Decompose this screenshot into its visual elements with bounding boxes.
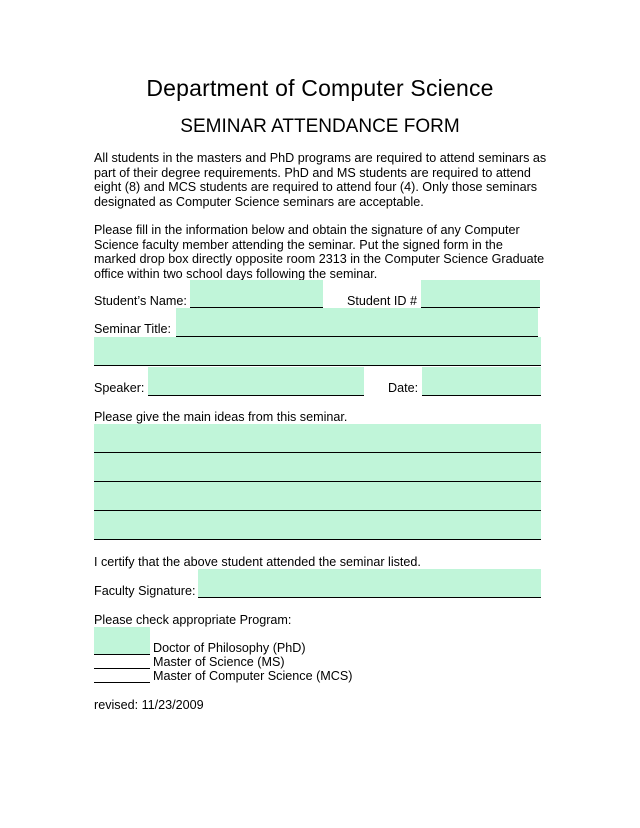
program-check-highlight: [94, 627, 150, 641]
main-ideas-line-1[interactable]: [94, 424, 541, 453]
student-name-label: Student’s Name:: [94, 294, 187, 308]
main-ideas-line-3[interactable]: [94, 482, 541, 511]
date-field[interactable]: [422, 367, 541, 396]
main-ideas-line-4[interactable]: [94, 511, 541, 540]
main-ideas-prompt: Please give the main ideas from this seminar.: [94, 410, 348, 424]
instructions-paragraph-1: [94, 151, 554, 209]
student-id-field[interactable]: [421, 280, 540, 308]
program-option-mcs-label: Master of Computer Science (MCS): [153, 669, 353, 683]
student-name-field[interactable]: [190, 280, 323, 308]
seminar-title-field[interactable]: [176, 308, 538, 337]
program-option-ms-label: Master of Science (MS): [153, 655, 285, 669]
instruction-line: part of their degree requirements. PhD and MS students are required to attend: [94, 165, 531, 180]
instruction-line: Please fill in the information below and obtain the signature of any Computer: [94, 223, 520, 237]
main-ideas-line-2[interactable]: [94, 453, 541, 482]
seminar-title-field-line-2[interactable]: [94, 337, 541, 366]
seminar-title-label: Seminar Title:: [94, 322, 171, 336]
faculty-signature-field[interactable]: [198, 569, 541, 598]
instruction-line: All students in the masters and PhD programs are required to attend seminars as: [94, 151, 547, 165]
certification-statement: I certify that the above student attended the seminar listed.: [94, 555, 421, 569]
program-checkbox-mcs[interactable]: [94, 669, 150, 683]
instruction-line: marked drop box directly opposite room 2313 in the Computer Science Graduate: [94, 252, 545, 266]
form-title: SEMINAR ATTENDANCE FORM: [180, 116, 460, 137]
speaker-label: Speaker:: [94, 381, 145, 395]
instruction-line: designated as Computer Science seminars are acceptable.: [94, 194, 424, 209]
department-title: Department of Computer Science: [146, 75, 494, 101]
date-label: Date:: [388, 381, 419, 395]
faculty-signature-label: Faculty Signature:: [94, 584, 196, 598]
program-checkbox-ms[interactable]: [94, 655, 150, 669]
student-id-label: Student ID #: [347, 294, 418, 308]
program-prompt: Please check appropriate Program:: [94, 613, 292, 627]
program-option-phd-label: Doctor of Philosophy (PhD): [153, 641, 306, 655]
instruction-line: office within two school days following the seminar.: [94, 266, 378, 281]
instruction-line: eight (8) and MCS students are required to attend four (4). Only those seminars: [94, 180, 538, 194]
program-checkbox-phd[interactable]: [94, 641, 150, 655]
revised-date: revised: 11/23/2009: [94, 698, 204, 712]
instruction-line: Science faculty member attending the seminar. Put the signed form in the: [94, 237, 503, 252]
speaker-field[interactable]: [148, 367, 364, 396]
instructions-paragraph-2: [94, 223, 554, 281]
